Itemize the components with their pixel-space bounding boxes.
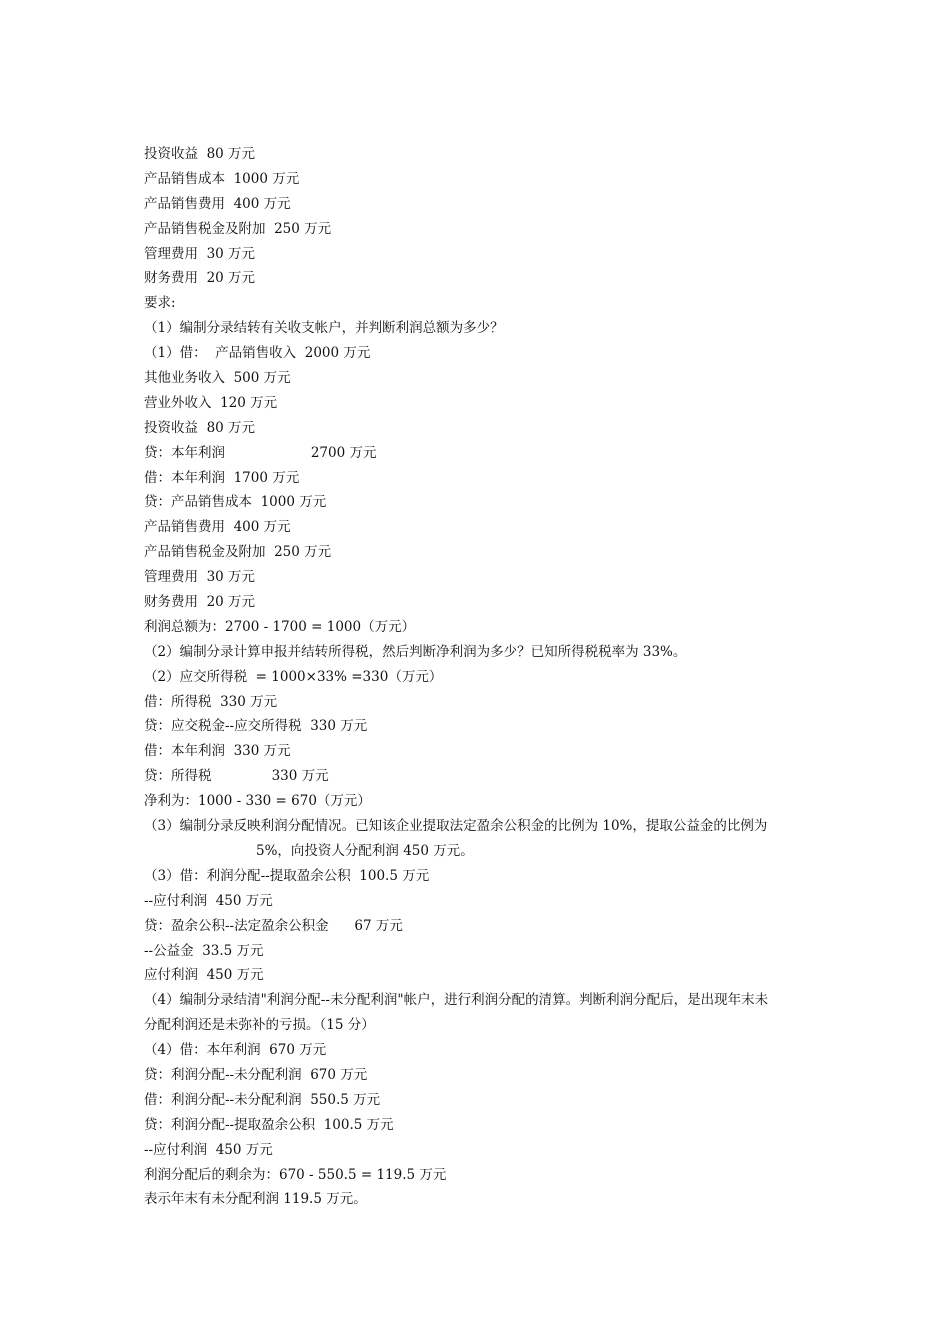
text-line: 产品销售费用 400 万元 [144, 519, 291, 536]
text-line: 产品销售成本 1000 万元 [144, 170, 300, 187]
text-line: 财务费用 20 万元 [144, 594, 256, 611]
text-line: 借：本年利润 1700 万元 [144, 469, 300, 486]
text-line: （4）借：本年利润 670 万元 [144, 1042, 327, 1059]
document-body [144, 142, 824, 1212]
text-line: 贷：利润分配--提取盈余公积 100.5 万元 [144, 1116, 394, 1133]
text-line: 贷：应交税金--应交所得税 330 万元 [144, 718, 368, 735]
text-line: 投资收益 80 万元 [144, 419, 256, 436]
text-line: （1）编制分录结转有关收支帐户，并判断利润总额为多少？ [144, 320, 504, 337]
text-line: 分配利润还是未弥补的亏损。（15 分） [144, 1017, 375, 1034]
text-line: 净利为：1000 - 330 = 670（万元） [144, 793, 371, 810]
text-line: 营业外收入 120 万元 [144, 394, 278, 411]
text-line: 管理费用 30 万元 [144, 569, 256, 586]
text-line: 贷：盈余公积--法定盈余公积金 67 万元 [144, 917, 403, 934]
text-line: 产品销售税金及附加 250 万元 [144, 220, 332, 237]
text-line: （2）编制分录计算申报并结转所得税，然后判断净利润为多少？已知所得税税率为 33%。 [144, 643, 687, 660]
text-line: 投资收益 80 万元 [144, 146, 256, 162]
text-line: 财务费用 20 万元 [144, 270, 256, 287]
text-line: （4）编制分录结清"利润分配--未分配利润"帐户，进行利润分配的清算。判断利润分配后，是出现年末未 [144, 992, 769, 1009]
text-line: 利润总额为：2700 - 1700 = 1000（万元） [144, 618, 416, 635]
text-line: 应付利润 450 万元 [144, 967, 264, 984]
text-line: （1）借： 产品销售收入 2000 万元 [144, 345, 371, 362]
text-line: 借：所得税 330 万元 [144, 693, 278, 710]
text-line: （3）借：利润分配--提取盈余公积 100.5 万元 [144, 867, 430, 884]
text-line: （3）编制分录反映利润分配情况。已知该企业提取法定盈余公积金的比例为 10%，提取公益金的比例为 [144, 818, 768, 835]
text-line: 管理费用 30 万元 [144, 245, 256, 262]
text-line: （2）应交所得税 = 1000×33% =330（万元） [144, 668, 443, 685]
text-line: 贷：所得税 330 万元 [144, 768, 329, 785]
text-line: 借：利润分配--未分配利润 550.5 万元 [144, 1091, 381, 1108]
text-line: 利润分配后的剩余为：670 - 550.5 = 119.5 万元 [144, 1166, 447, 1183]
text-line: 贷：产品销售成本 1000 万元 [144, 494, 327, 511]
text-line: --应付利润 450 万元 [144, 1141, 273, 1158]
text-line: 贷：利润分配--未分配利润 670 万元 [144, 1066, 368, 1083]
text-line: --应付利润 450 万元 [144, 892, 273, 909]
text-line: 其他业务收入 500 万元 [144, 370, 291, 387]
text-line: --公益金 33.5 万元 [144, 942, 264, 959]
text-line: 产品销售费用 400 万元 [144, 195, 291, 212]
text-line: 5%，向投资人分配利润 450 万元。 [256, 842, 474, 859]
text-line: 表示年末有未分配利润 119.5 万元。 [144, 1191, 367, 1208]
text-line: 贷：本年利润 2700 万元 [144, 444, 377, 461]
text-line: 产品销售税金及附加 250 万元 [144, 544, 332, 561]
text-line: 借：本年利润 330 万元 [144, 743, 291, 760]
text-line: 要求: [144, 295, 176, 312]
